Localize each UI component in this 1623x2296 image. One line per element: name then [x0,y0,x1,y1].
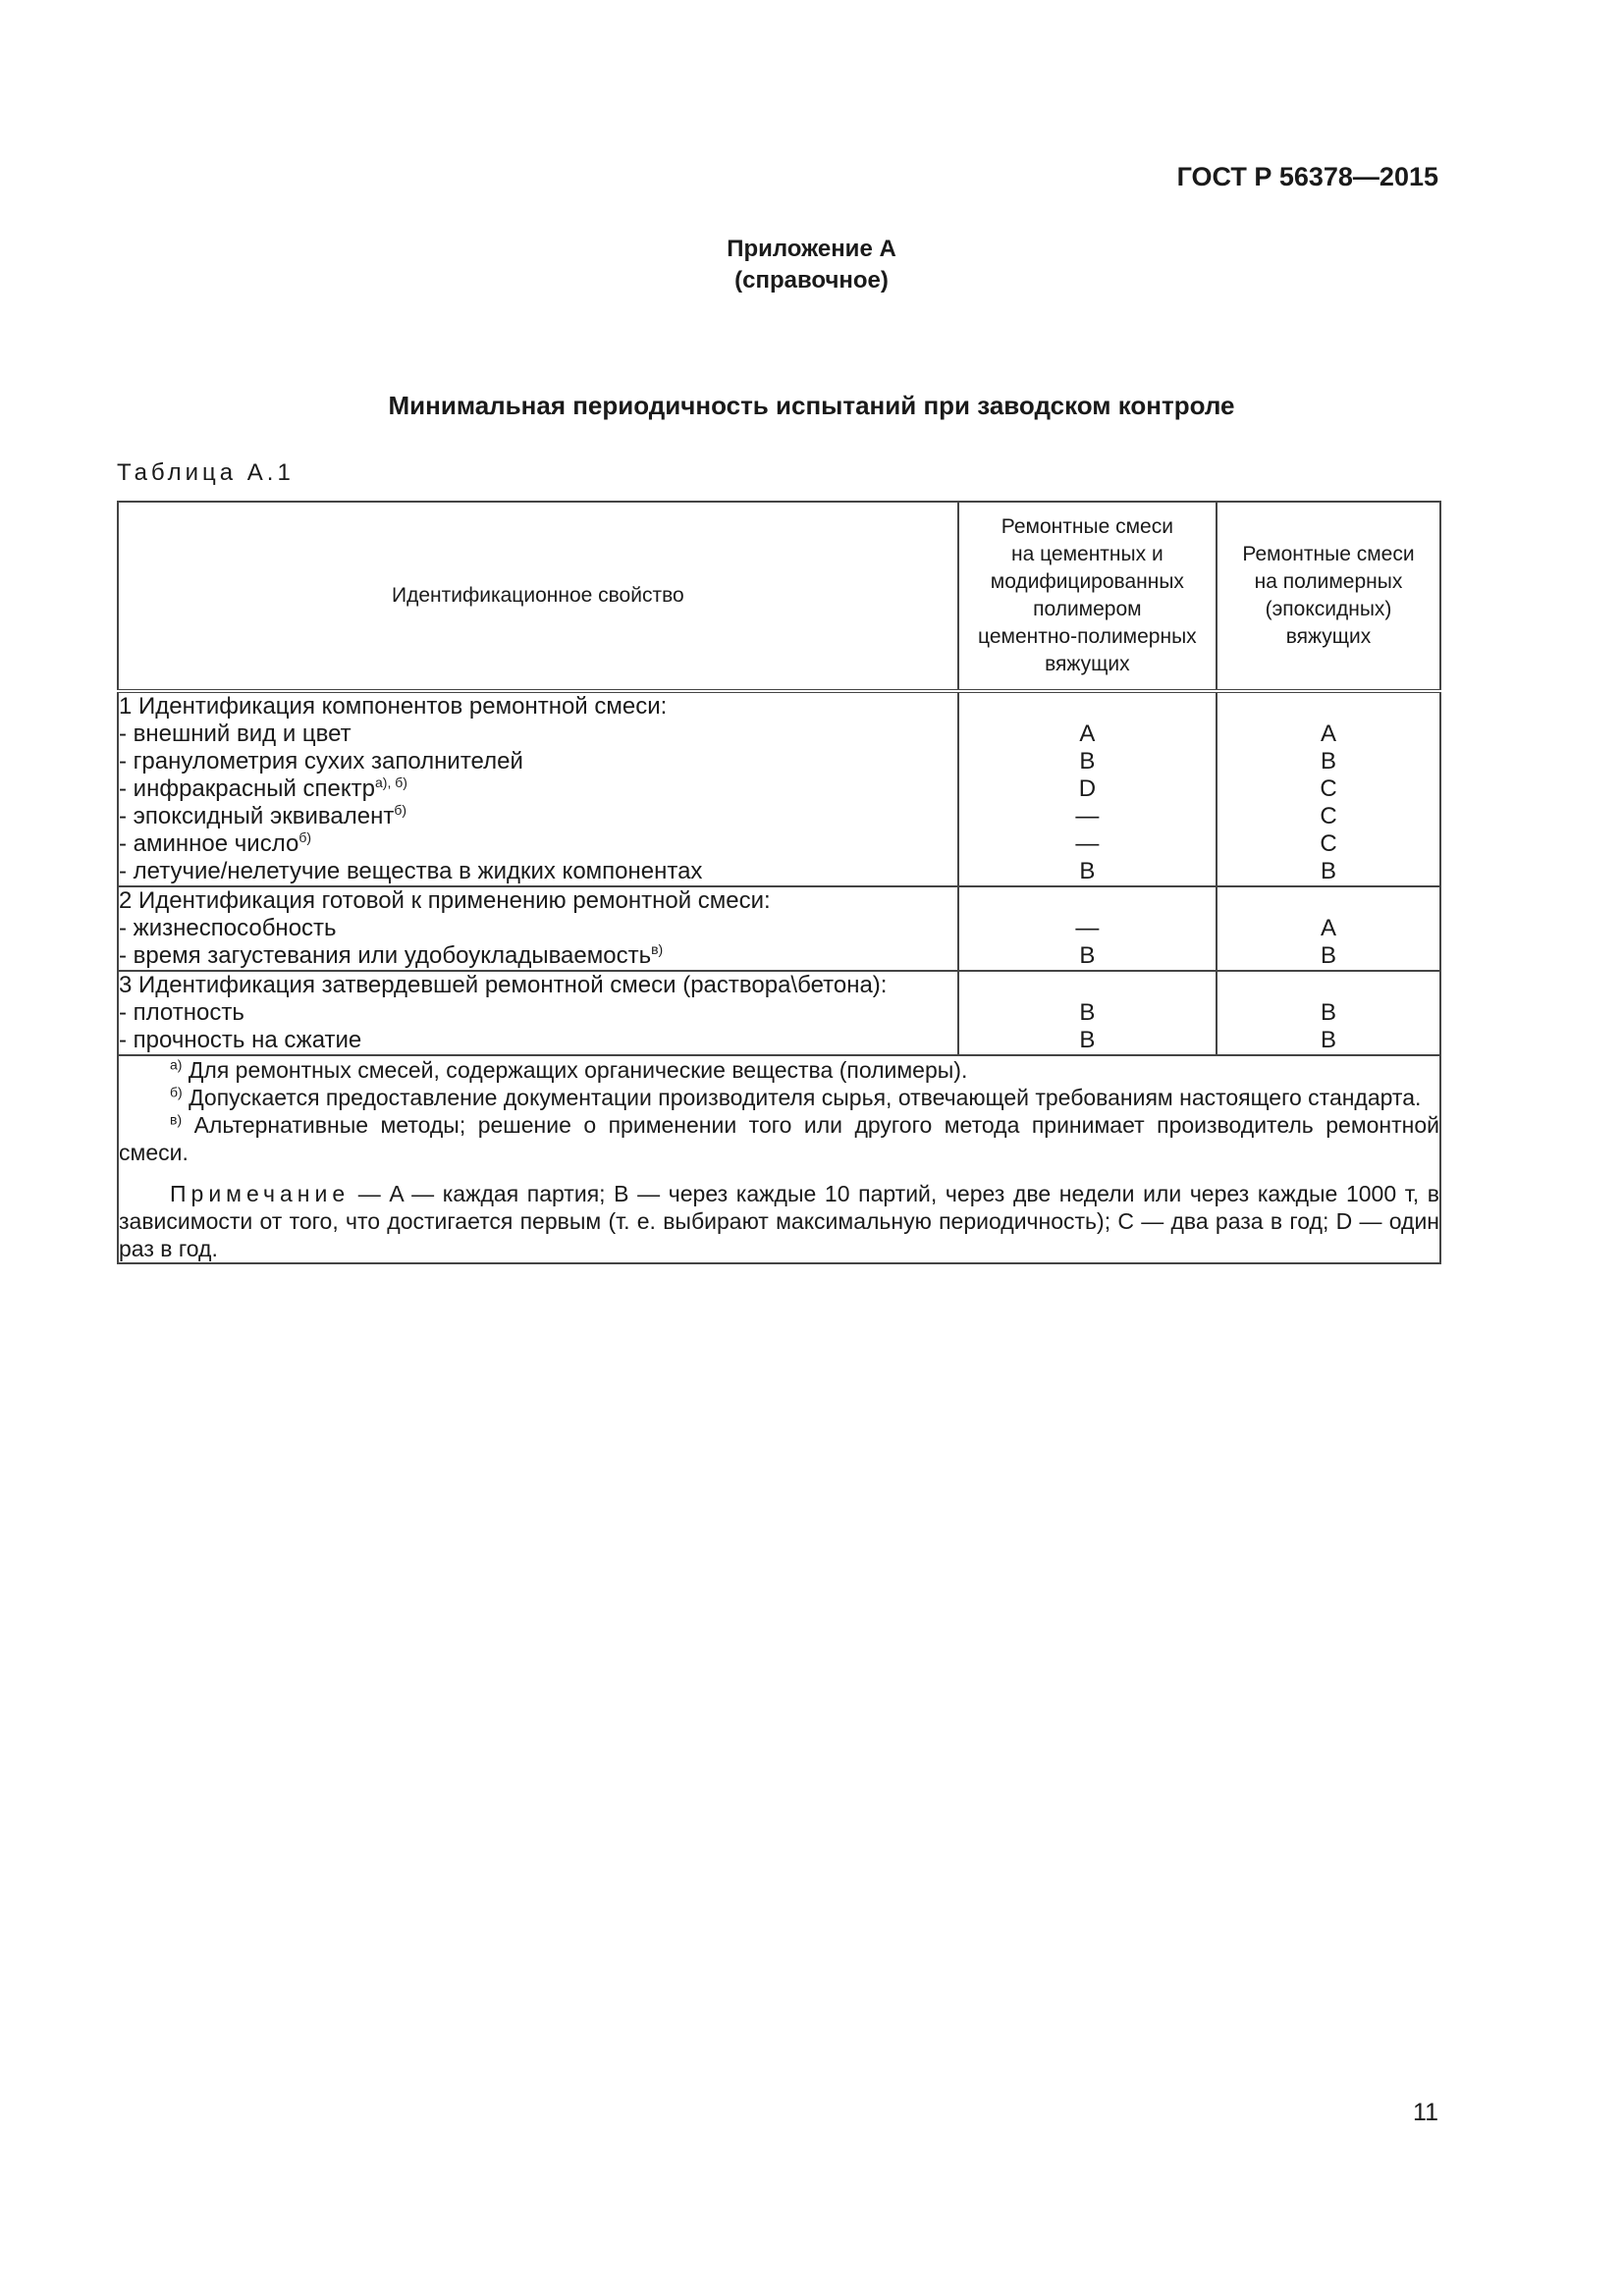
periodicity-value: B [1079,748,1096,774]
periodicity-value: B [1079,942,1096,969]
group-values-polymer [1217,691,1440,886]
footnote-mark: б) [170,1084,183,1100]
list-item [119,721,957,748]
group-properties [118,691,958,886]
periodicity-value: B [1321,942,1337,969]
periodicity-value: A [1321,721,1337,747]
periodicity-value: A [1321,915,1337,941]
header-polymer-mixes [1217,502,1440,691]
footnote-mark: в) [170,1111,183,1128]
footnote-mark: а) [170,1056,183,1073]
list-item [119,942,957,970]
item-label: - инфракрасный спектр [119,775,375,802]
header-line: на цементных и [1011,543,1163,565]
footnote-ref: а), б) [375,774,407,790]
item-label: - жизнеспособность [119,915,337,941]
periodicity-value: — [1075,830,1100,857]
list-item [119,748,957,775]
header-line: Ремонтные смеси [1242,543,1415,565]
periodicity-table [117,501,1441,1264]
footnote-text: Для ремонтных смесей, содержащих органические вещества (полимеры). [188,1057,968,1083]
list-item [119,999,957,1027]
table-header-row [118,502,1440,691]
document-code: ГОСТ Р 56378—2015 [1176,162,1438,191]
table-notes-row [118,1055,1440,1263]
footnote [119,1111,1439,1166]
list-item [119,858,957,885]
group-values-cement [958,691,1217,886]
footnote-ref: б) [394,802,407,818]
periodicity-value: B [1079,1027,1096,1053]
group-values-cement [958,886,1217,971]
group-values-polymer [1217,886,1440,971]
header-line: цементно-полимерных [978,625,1197,648]
item-label: - гранулометрия сухих заполнителей [119,748,523,774]
table-group-row [118,886,1440,971]
header-line: вяжущих [1045,653,1130,675]
item-label: - летучие/нелетучие вещества в жидких компонентах [119,858,703,884]
table-note [119,1180,1439,1262]
group-values-polymer [1217,971,1440,1055]
periodicity-value: C [1320,775,1337,802]
footnote [119,1056,1439,1084]
group-title: 3 Идентификация затвердевшей ремонтной смеси (раствора\бетона): [119,972,888,998]
annex-type: (справочное) [734,267,889,294]
list-item [119,830,957,858]
group-properties [118,886,958,971]
header-property: Идентификационное свойство [118,502,958,691]
periodicity-value: C [1320,803,1337,829]
header-line: вяжущих [1285,625,1372,648]
table-notes [118,1055,1440,1263]
footnote-text: Допускается предоставление документации производителя сырья, отвечающей требованиям настоящего стандарта. [189,1085,1422,1110]
periodicity-value: D [1078,775,1097,802]
note-label: Примечание [170,1181,351,1206]
header-line: полимером [1033,598,1142,620]
item-label: - прочность на сжатие [119,1027,362,1053]
item-label: - аминное число [119,830,299,857]
list-item [119,915,957,942]
list-item [119,803,957,830]
header-cement-mixes [958,502,1217,691]
footnote-ref: б) [298,829,312,845]
item-label: - плотность [119,999,244,1026]
periodicity-value: B [1321,748,1337,774]
page-number: 11 [1413,2099,1438,2126]
main-title: Минимальная периодичность испытаний при заводском контроле [388,391,1235,420]
periodicity-value: B [1321,858,1337,884]
group-properties [118,971,958,1055]
footnote-ref: в) [651,941,664,957]
header-line: (эпоксидных) [1265,598,1392,620]
table-group-row [118,971,1440,1055]
header-line: Ремонтные смеси [1001,515,1173,538]
list-item [119,1027,957,1054]
item-label: - время загустевания или удобоукладываемость [119,942,652,969]
footnote [119,1084,1439,1111]
periodicity-value: — [1075,915,1100,941]
item-label: - внешний вид и цвет [119,721,352,747]
group-title: 1 Идентификация компонентов ремонтной смеси: [119,693,668,720]
periodicity-value: B [1321,1027,1337,1053]
group-title: 2 Идентификация готовой к применению ремонтной смеси: [119,887,771,914]
list-item [119,775,957,803]
periodicity-value: A [1079,721,1096,747]
header-line: модифицированных [990,570,1184,593]
periodicity-value: B [1321,999,1337,1026]
group-values-cement [958,971,1217,1055]
table-group-row [118,691,1440,886]
periodicity-value: B [1079,858,1096,884]
annex-title: Приложение А [727,236,896,262]
annex-heading [0,234,1623,296]
periodicity-value: C [1320,830,1337,857]
note-text: — A — каждая партия; B — через каждые 10 партий, через две недели или через каждые 1000 т, в зависимости от того, что достигается первым (т. е. выбирают максимальную периодичность); C — два раза в год; D — один раз в год. [119,1181,1439,1261]
periodicity-value: B [1079,999,1096,1026]
periodicity-value: — [1075,803,1100,829]
header-line: на полимерных [1254,570,1403,593]
table-caption: Таблица А.1 [117,459,295,486]
footnote-text: Альтернативные методы; решение о применении того или другого метода принимает производитель ремонтной смеси. [119,1112,1439,1165]
item-label: - эпоксидный эквивалент [119,803,395,829]
